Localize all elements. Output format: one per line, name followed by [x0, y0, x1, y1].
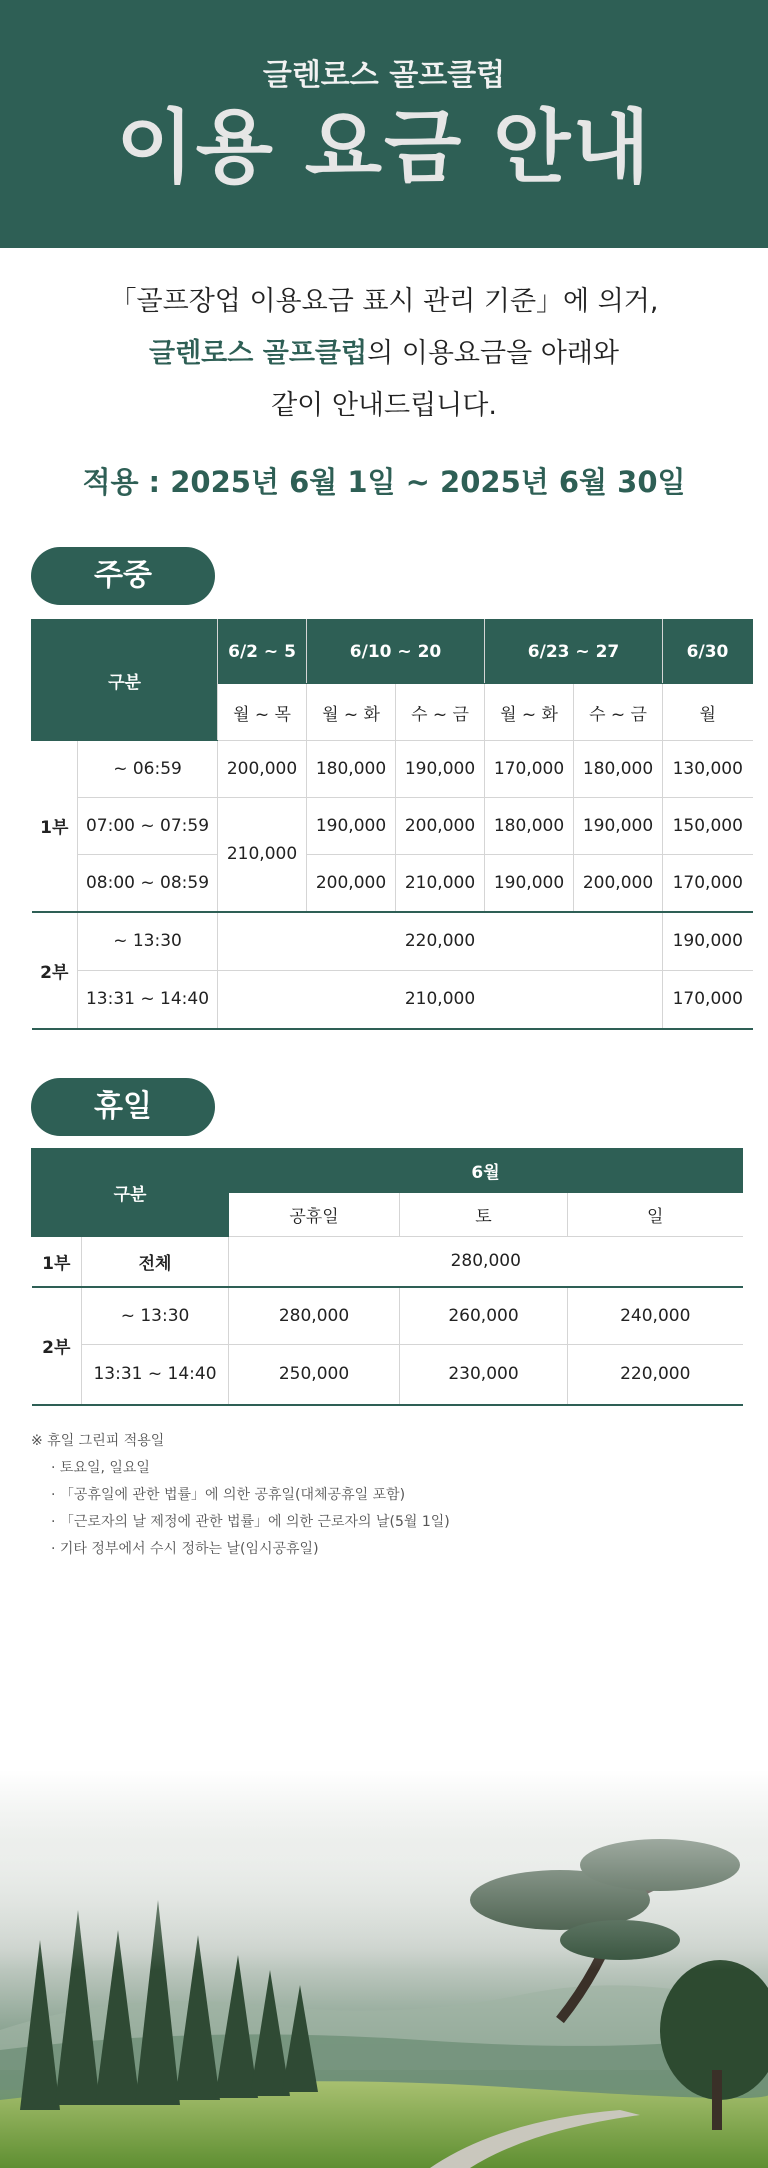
apply-period: 적용 : 2025년 6월 1일 ~ 2025년 6월 30일 [82, 465, 686, 499]
table-row [32, 1345, 743, 1405]
time-cell: ~ 13:30 [82, 1287, 229, 1345]
price-cell: 220,000 [568, 1345, 743, 1405]
table-row [32, 1287, 743, 1345]
time-cell: 13:31 ~ 14:40 [78, 971, 218, 1029]
part-label: 1부 [32, 741, 78, 912]
price-cell: 170,000 [485, 741, 574, 798]
time-cell: 08:00 ~ 08:59 [78, 855, 218, 912]
price-cell: 190,000 [396, 741, 485, 798]
period-header: 6/10 ~ 20 [307, 620, 485, 684]
part-label: 2부 [32, 1287, 82, 1405]
price-cell: 240,000 [568, 1287, 743, 1345]
price-cell: 180,000 [574, 741, 663, 798]
price-cell: 280,000 [229, 1237, 743, 1287]
day-header: 월 ~ 목 [218, 684, 307, 741]
price-cell: 200,000 [574, 855, 663, 912]
intro-text [0, 276, 768, 432]
page-title: 이용 요금 안내 [116, 101, 652, 194]
price-cell: 210,000 [396, 855, 485, 912]
part-label: 2부 [32, 912, 78, 1029]
part-label: 1부 [32, 1237, 82, 1287]
price-cell: 180,000 [307, 741, 396, 798]
notes-item: · 토요일, 일요일 [51, 1460, 150, 1476]
holiday-corner-header: 구분 [32, 1149, 229, 1237]
weekday-price-table [31, 619, 753, 1030]
price-cell: 190,000 [485, 855, 574, 912]
table-row [32, 855, 753, 912]
intro-line-2 [0, 328, 768, 380]
price-cell: 280,000 [229, 1287, 400, 1345]
table-row [32, 798, 753, 855]
weekday-corner-header: 구분 [32, 620, 218, 741]
price-cell: 210,000 [218, 971, 663, 1029]
holiday-section-label: 휴일 [31, 1078, 215, 1136]
intro-club-name: 글렌로스 골프클럽 [149, 338, 368, 369]
period-header: 6/23 ~ 27 [485, 620, 663, 684]
day-header: 월 ~ 화 [485, 684, 574, 741]
notes-item: · 기타 정부에서 수시 정하는 날(임시공휴일) [51, 1541, 319, 1557]
price-cell: 190,000 [307, 798, 396, 855]
time-cell: ~ 13:30 [78, 912, 218, 971]
price-cell: 130,000 [663, 741, 753, 798]
price-cell: 190,000 [574, 798, 663, 855]
day-header: 수 ~ 금 [396, 684, 485, 741]
table-row [32, 971, 753, 1029]
day-header: 일 [568, 1193, 743, 1237]
price-cell: 150,000 [663, 798, 753, 855]
notes-item: · 「근로자의 날 제정에 관한 법률」에 의한 근로자의 날(5월 1일) [51, 1514, 450, 1530]
day-header: 공휴일 [229, 1193, 400, 1237]
time-cell: 07:00 ~ 07:59 [78, 798, 218, 855]
day-header: 토 [400, 1193, 568, 1237]
period-header: 6/2 ~ 5 [218, 620, 307, 684]
day-header: 월 ~ 화 [307, 684, 396, 741]
period-header: 6/30 [663, 620, 753, 684]
price-cell: 200,000 [396, 798, 485, 855]
price-cell: 170,000 [663, 855, 753, 912]
notes-title: ※ 휴일 그린피 적용일 [31, 1433, 165, 1449]
holiday-price-table [31, 1148, 743, 1406]
price-cell: 220,000 [218, 912, 663, 971]
price-cell: 230,000 [400, 1345, 568, 1405]
price-cell: 210,000 [218, 798, 307, 912]
month-header: 6월 [229, 1149, 743, 1193]
day-header: 수 ~ 금 [574, 684, 663, 741]
price-cell: 190,000 [663, 912, 753, 971]
intro-line-3: 같이 안내드립니다. [271, 390, 497, 421]
intro-line-2-rest: 의 이용요금을 아래와 [367, 338, 619, 369]
price-cell: 200,000 [307, 855, 396, 912]
time-cell: 전체 [82, 1237, 229, 1287]
price-cell: 250,000 [229, 1345, 400, 1405]
time-cell: 13:31 ~ 14:40 [82, 1345, 229, 1405]
table-row [32, 1237, 743, 1287]
weekday-section-label: 주중 [31, 547, 215, 605]
table-row [32, 912, 753, 971]
price-cell: 200,000 [218, 741, 307, 798]
golf-course-illustration [0, 1770, 768, 2168]
price-cell: 180,000 [485, 798, 574, 855]
intro-line-1: 「골프장업 이용요금 표시 관리 기준」에 의거, [109, 286, 659, 317]
page-header [0, 0, 768, 248]
table-row [32, 741, 753, 798]
holiday-notes [31, 1428, 450, 1563]
golf-course-photo [0, 1770, 768, 2168]
club-name: 글렌로스 골프클럽 [262, 58, 506, 93]
time-cell: ~ 06:59 [78, 741, 218, 798]
day-header: 월 [663, 684, 753, 741]
price-cell: 260,000 [400, 1287, 568, 1345]
notes-item: · 「공휴일에 관한 법률」에 의한 공휴일(대체공휴일 포함) [51, 1487, 406, 1503]
price-cell: 170,000 [663, 971, 753, 1029]
